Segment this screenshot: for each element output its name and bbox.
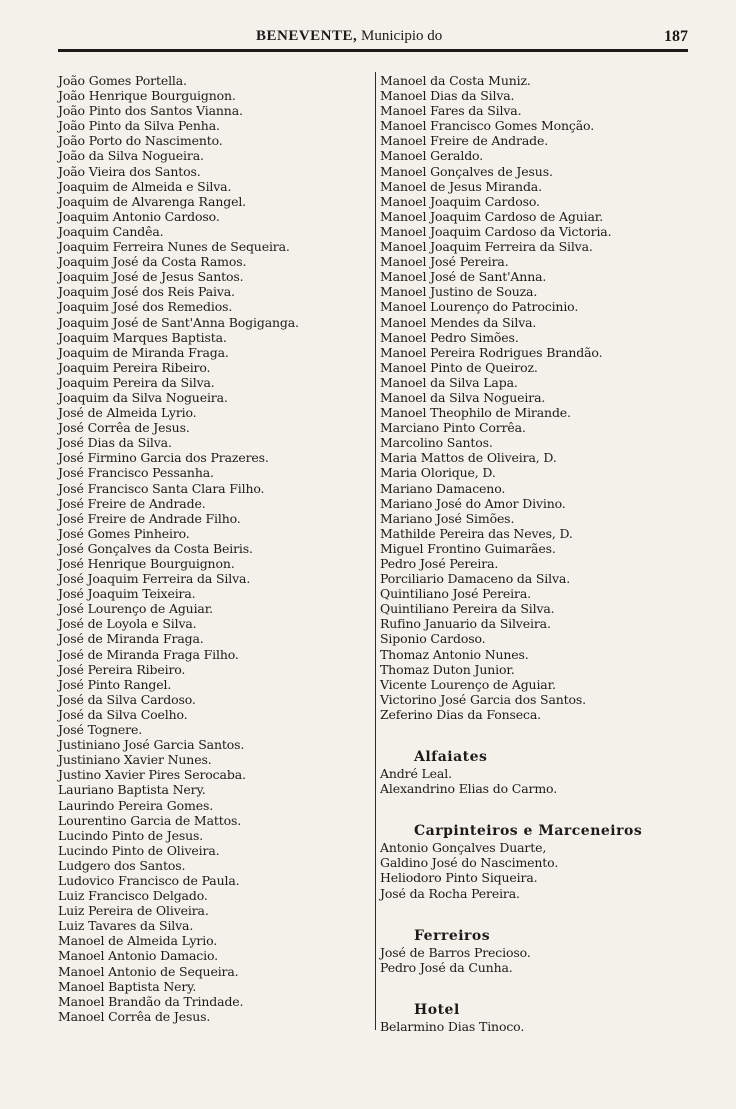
list-item: José Joaquim Teixeira. xyxy=(58,586,196,602)
list-item: Manoel Joaquim Ferreira da Silva. xyxy=(380,239,593,255)
list-item: Marcolino Santos. xyxy=(380,435,493,451)
list-item: José Lourenço de Aguiar. xyxy=(58,601,213,617)
section-heading: Hotel xyxy=(414,1001,460,1018)
list-item: Manoel Corrêa de Jesus. xyxy=(58,1008,211,1024)
list-item: José Freire de Andrade Filho. xyxy=(58,510,241,526)
list-item: Marciano Pinto Corrêa. xyxy=(380,420,526,436)
list-item: Justiniano Xavier Nunes. xyxy=(58,752,212,768)
list-item: Manoel Baptista Nery. xyxy=(58,978,197,994)
list-item: João Henrique Bourguignon. xyxy=(58,88,236,104)
list-item: Manoel Fares da Silva. xyxy=(380,103,522,119)
list-item: José de Loyola e Silva. xyxy=(58,616,197,632)
list-item: Manoel Dias da Silva. xyxy=(380,88,515,104)
list-item: José de Almeida Lyrio. xyxy=(58,405,197,421)
list-item: Joaquim Antonio Cardoso. xyxy=(58,208,220,224)
list-item: Manoel Brandão da Trindade. xyxy=(58,993,244,1009)
list-item: José da Silva Coelho. xyxy=(58,706,188,722)
section-ferreiros xyxy=(380,927,700,975)
list-item: Heliodoro Pinto Siqueira. xyxy=(380,870,538,886)
list-item: Joaquim Pereira da Silva. xyxy=(58,374,215,390)
list-item: Mathilde Pereira das Neves, D. xyxy=(380,525,573,541)
list-item: Antonio Gonçalves Duarte, xyxy=(380,840,547,856)
section-entries xyxy=(380,1019,700,1034)
list-item: Luiz Pereira de Oliveira. xyxy=(58,903,209,919)
list-item: Lourentino Garcia de Mattos. xyxy=(58,812,242,828)
list-item: João Pinto da Silva Penha. xyxy=(58,118,220,134)
list-item: João da Silva Nogueira. xyxy=(58,148,204,164)
right-name-list xyxy=(380,73,700,722)
list-item: José de Miranda Fraga Filho. xyxy=(58,646,239,662)
list-item: José Corrêa de Jesus. xyxy=(58,420,190,436)
list-item: Manoel Mendes da Silva. xyxy=(380,314,537,330)
list-item: Manoel Joaquim Cardoso. xyxy=(380,193,540,209)
list-item: José Francisco Santa Clara Filho. xyxy=(58,480,265,496)
list-item: Porciliario Damaceno da Silva. xyxy=(380,571,571,587)
list-item: Manoel Geraldo. xyxy=(380,148,484,164)
list-item: Maria Mattos de Oliveira, D. xyxy=(380,450,557,466)
list-item: José Tognere. xyxy=(58,722,143,738)
list-item: Alexandrino Elias do Carmo. xyxy=(380,781,558,797)
list-item: Manoel Gonçalves de Jesus. xyxy=(380,163,553,179)
list-item: Manoel da Silva Nogueira. xyxy=(380,389,546,405)
list-item: Joaquim José de Jesus Santos. xyxy=(58,269,244,285)
page-header xyxy=(58,26,688,48)
list-item: Joaquim de Almeida e Silva. xyxy=(58,178,232,194)
list-item: Manoel Joaquim Cardoso de Aguiar. xyxy=(380,208,604,224)
list-item: José da Silva Cardoso. xyxy=(58,691,196,707)
place-name: BENEVENTE, xyxy=(256,28,358,44)
section-entries xyxy=(380,840,700,900)
list-item: Pedro José Pereira. xyxy=(380,556,499,571)
section-alfaiates xyxy=(380,748,700,796)
list-item: Joaquim de Alvarenga Rangel. xyxy=(58,193,246,209)
list-item: Joaquim da Silva Nogueira. xyxy=(58,389,228,405)
right-column xyxy=(380,73,700,1034)
list-item: Quintiliano José Pereira. xyxy=(380,586,531,602)
list-item: Miguel Frontino Guimarães. xyxy=(380,540,556,556)
list-item: Thomaz Duton Junior. xyxy=(380,661,515,677)
list-item: José Gomes Pinheiro. xyxy=(58,525,190,541)
header-rule xyxy=(58,49,688,52)
section-hotel xyxy=(380,1001,700,1034)
list-item: Manoel Antonio Damacio. xyxy=(58,948,218,964)
list-item: Manoel Pereira Rodrigues Brandão. xyxy=(380,344,603,360)
list-item: Belarmino Dias Tinoco. xyxy=(380,1018,525,1034)
list-item: Zeferino Dias da Fonseca. xyxy=(380,706,541,722)
list-item: Manoel da Costa Muniz. xyxy=(380,73,531,88)
left-column xyxy=(58,73,358,1024)
list-item: João Gomes Portella. xyxy=(58,73,187,88)
list-item: Manoel José Pereira. xyxy=(380,254,509,270)
list-item: Manoel Theophilo de Mirande. xyxy=(380,405,571,421)
list-item: Lucindo Pinto de Jesus. xyxy=(58,827,204,843)
list-item: Joaquim José dos Reis Paiva. xyxy=(58,284,235,300)
list-item: Quintiliano Pereira da Silva. xyxy=(380,601,555,617)
list-item: Victorino José Garcia dos Santos. xyxy=(380,691,587,707)
list-item: Ludovico Francisco de Paula. xyxy=(58,872,240,888)
list-item: Manoel de Jesus Miranda. xyxy=(380,178,542,194)
list-item: Maria Olorique, D. xyxy=(380,465,496,481)
list-item: Manoel Freire de Andrade. xyxy=(380,133,549,149)
section-entries xyxy=(380,945,700,975)
list-item: Joaquim Pereira Ribeiro. xyxy=(58,359,211,375)
column-divider xyxy=(375,72,376,1030)
list-item: Mariano José do Amor Divino. xyxy=(380,495,566,511)
list-item: Rufino Januario da Silveira. xyxy=(380,616,551,632)
list-item: Luiz Tavares da Silva. xyxy=(58,918,194,934)
list-item: Vicente Lourenço de Aguiar. xyxy=(380,676,556,692)
list-item: José Henrique Bourguignon. xyxy=(58,556,235,571)
list-item: Manoel Pedro Simões. xyxy=(380,329,519,345)
list-item: José Francisco Pessanha. xyxy=(58,465,214,481)
list-item: Manoel Justino de Souza. xyxy=(380,284,538,300)
section-heading: Alfaiates xyxy=(414,749,488,766)
list-item: José Pereira Ribeiro. xyxy=(58,661,186,677)
list-item: José Freire de Andrade. xyxy=(58,495,206,511)
list-item: Manoel Francisco Gomes Monção. xyxy=(380,118,595,134)
list-item: Justino Xavier Pires Serocaba. xyxy=(58,767,246,783)
list-item: José Firmino Garcia dos Prazeres. xyxy=(58,450,269,466)
list-item: Pedro José da Cunha. xyxy=(380,959,513,975)
list-item: João Pinto dos Santos Vianna. xyxy=(58,103,243,119)
list-item: Thomaz Antonio Nunes. xyxy=(380,646,529,662)
list-item: Manoel Joaquim Cardoso da Victoria. xyxy=(380,223,612,239)
list-item: Joaquim José de Sant'Anna Bogiganga. xyxy=(58,314,299,330)
list-item: João Porto do Nascimento. xyxy=(58,133,223,149)
list-item: Manoel José de Sant'Anna. xyxy=(380,269,547,285)
list-item: José de Miranda Fraga. xyxy=(58,631,204,647)
list-item: Justiniano José Garcia Santos. xyxy=(58,737,245,753)
list-item: José Pinto Rangel. xyxy=(58,676,172,692)
list-item: Luiz Francisco Delgado. xyxy=(58,888,208,904)
list-item: José da Rocha Pereira. xyxy=(380,885,520,901)
page-number: 187 xyxy=(664,28,688,45)
list-item: André Leal. xyxy=(380,766,452,782)
list-item: Manoel da Silva Lapa. xyxy=(380,374,518,390)
list-item: José Gonçalves da Costa Beiris. xyxy=(58,540,253,556)
list-item: Manoel Lourenço do Patrocinio. xyxy=(380,299,579,315)
list-item: Galdino José do Nascimento. xyxy=(380,855,559,871)
list-item: Mariano José Simões. xyxy=(380,510,515,526)
list-item: Joaquim José da Costa Ramos. xyxy=(58,254,247,270)
list-item: José Dias da Silva. xyxy=(58,435,172,451)
list-item: Manoel Pinto de Queiroz. xyxy=(380,359,538,375)
list-item: Lucindo Pinto de Oliveira. xyxy=(58,842,220,858)
section-entries xyxy=(380,766,700,796)
list-item: Manoel de Almeida Lyrio. xyxy=(58,933,218,949)
list-item: Ludgero dos Santos. xyxy=(58,857,186,873)
list-item: Joaquim José dos Remedios. xyxy=(58,299,233,315)
list-item: Siponio Cardoso. xyxy=(380,631,486,647)
list-item: Manoel Antonio de Sequeira. xyxy=(58,963,239,979)
list-item: Mariano Damaceno. xyxy=(380,480,506,496)
running-title xyxy=(256,28,442,45)
list-item: Joaquim Candêa. xyxy=(58,223,164,239)
list-item: Joaquim Ferreira Nunes de Sequeira. xyxy=(58,239,290,255)
section-carpinteiros xyxy=(380,822,700,900)
list-item: Lauriano Baptista Nery. xyxy=(58,782,206,798)
list-item: José Joaquim Ferreira da Silva. xyxy=(58,571,251,587)
list-item: Laurindo Pereira Gomes. xyxy=(58,797,214,813)
list-item: Joaquim de Miranda Fraga. xyxy=(58,344,229,360)
list-item: Joaquim Marques Baptista. xyxy=(58,329,227,345)
section-heading: Ferreiros xyxy=(414,927,491,944)
list-item: João Vieira dos Santos. xyxy=(58,163,201,179)
section-heading: Carpinteiros e Marceneiros xyxy=(414,823,643,840)
municipio-label: Municipio do xyxy=(361,28,443,44)
list-item: José de Barros Precioso. xyxy=(380,944,531,960)
